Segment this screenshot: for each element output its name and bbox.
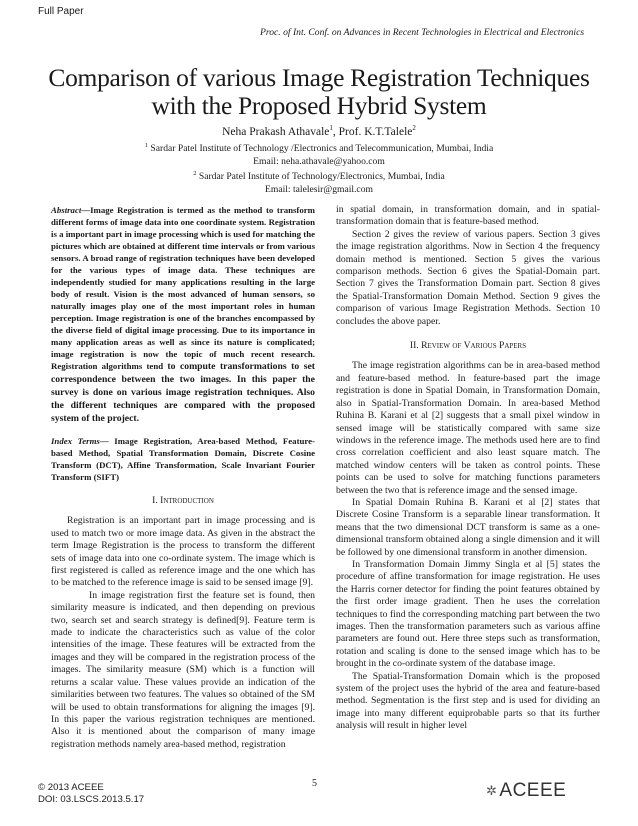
sec1-num: I.: [152, 495, 161, 506]
title-line-2: with the Proposed Hybrid System: [151, 91, 487, 120]
author-2: , Prof. K.T.Talele: [332, 125, 413, 138]
sec1-title: Introduction: [160, 495, 214, 506]
review-paragraph-2: In Spatial Domain Ruhina B. Karani et al [2] states that Discrete Cosine Transform is a separable linear transformation. It means that the two dimensional DCT transform is same as a one-dimensional transform obtained along a single dimension and it will be followed by one dimensional transform in another dimension.: [336, 496, 600, 558]
author-2-sup: 2: [412, 124, 416, 132]
publisher-logo: [486, 780, 566, 802]
review-paragraph-4: The Spatial-Transformation Domain which is the proposed system of the project uses the hybrid of the area and feature-based method. Segmentation is the first step and is used for dividing an image into many different equiprobable parts so that its further analysis will result in higher level: [336, 670, 600, 732]
paper-title: [30, 64, 608, 120]
intro-paragraph-2: In image registration first the feature set is found, then similarity measure is indicated, and then depending on previous two, search set and search strategy is defined[9]. Feature term is made to indicate the characteristics such as value of the color intensities of the image. These features will be extracted from the images and they will be compared in the registration process of the images. The similarity measure (SM) which is a function will returns a scalar value. These values provide an indication of the similarities between two features. The values so obtained of the SM will be used to obtain transformations for aligning the images [9]. In this paper the various registration techniques are mentioned. Also it is mentioned about the comparison of many image registration methods namely area-based method, registration: [51, 589, 315, 750]
section-heading-review: [336, 340, 600, 352]
affiliation-1: [30, 140, 608, 156]
review-paragraph-3: In Transformation Domain Jimmy Singla et al [5] states the procedure of affine transformation for image registration. He uses the Harris corner detector for finding the point features obtained by the first order image gradient. Then he uses the correlation techniques to find the corresponding matching part between the two images. Then the transformation parameters such as various affine parameters are found out. Here three steps such as transformation, rotation and scaling is done to the sensed image which has to be brought in the co-ordinate system of the database image.: [336, 558, 600, 670]
sec2-title: Review of Various Papers: [421, 340, 527, 352]
abstract: [51, 204, 315, 425]
footer-info: [38, 782, 144, 806]
logo-star-icon: ✲: [486, 783, 498, 798]
right-column: [336, 204, 600, 733]
right-paragraph-1: Section 2 gives the review of various papers. Section 3 gives the image registration algorithms. Now in Section 4 the frequency domain method is mentioned. Section 5 gives the various comparison methods. Section 6 gives the Spatial-Domain part. Section 7 gives the Transformation Domain part. Section 8 gives the Spatial-Transformation Domain Method. Section 9 gives the comparison of various Image Registration Methods. Section 10 concludes the above paper.: [336, 228, 600, 327]
sec2-num: II.: [409, 340, 422, 352]
section-heading-introduction: [51, 495, 315, 507]
index-terms: [51, 435, 315, 483]
authors: [30, 124, 608, 138]
affiliations: [30, 140, 608, 196]
conference-header: Proc. of Int. Conf. on Advances in Recent Technologies in Electrical and Electronics: [260, 27, 585, 38]
right-paragraph-0: in spatial domain, in transformation domain, and in spatial-transformation domain that is feature-based method.: [336, 204, 600, 228]
running-header-label: Full Paper: [38, 6, 84, 17]
affiliation-2: [30, 168, 608, 184]
email-1: Email: neha.athavale@yahoo.com: [253, 155, 385, 167]
email-2: Email: talelesir@gmail.com: [265, 183, 373, 195]
doi: DOI: 03.LSCS.2013.5.17: [38, 794, 145, 805]
index-terms-text: — Image Registration, Area-based Method, Feature-based Method, Spatial Transformation Domain, Discrete Cosine Transform (DCT), Affine Transformation, Scale Invariant Fourier Transform (SIFT): [51, 436, 315, 482]
affil-2-sup: 2: [193, 170, 197, 178]
abstract-text: —Image Registration is termed as the method to transform different forms of image data into one coordinate system. Registration is a important part in image processing which is used for matching the pictures which are obtained at different time intervals or from various sensors. A broad range of registration techniques have been developed for the various types of image data. These techniques are independently studied for many applications resulting in the large body of result. Vision is the most advanced of human sensors, so naturally images play one of the most important roles in human perception. Image registration is one of the branches encompassed by the diverse field of digital image processing. Due to its importance in many application areas as well as since its nature is complicated; image registration is now the topic of much recent research. Registration algorithms tend: [51, 205, 315, 371]
author-1-sup: 1: [329, 124, 333, 132]
intro-paragraph-1: Registration is an important part in image processing and is used to match two or more image data. As given in the abstract the term Image Registration is the process to transform the different sets of image data into one co-ordinate system. The image which is first registered is called as reference image and the one which has to be matched to the reference image is said to be sensed image [9].: [51, 515, 315, 589]
logo-text: ACEEE: [499, 780, 567, 801]
affil-2-text: Sardar Patel Institute of Technology/Electronics, Mumbai, India: [196, 171, 445, 183]
abstract-tail: to compute transformations to set correspondence between the two images. In this paper the survey is done on various image registration techniques. Also the different techniques are compared with the proposed system of the project.: [51, 361, 315, 424]
title-line-1: Comparison of various Image Registration Techniques: [48, 63, 590, 92]
review-paragraph-1: The image registration algorithms can be in area-based method and feature-based method. In feature-based part the image registration is done in Spatial Domain, in Transformation Domain, also in Spatial-Transformation Domain. In area-based Method Ruhina B. Karani et al [2] suggests that a small pixel window in sensed image will be statistically compared with same size windows in the reference image. The methods used here are to find cross correlation coefficient and also least square match. The matched window centers will be taken as control points. These points can be used to solve for matching functions parameters between the two that is reference image and the sensed image.: [336, 360, 600, 496]
author-1: Neha Prakash Athavale: [222, 125, 330, 138]
copyright: © 2013 ACEEE: [38, 782, 104, 793]
affil-1-sup: 1: [144, 142, 149, 149]
index-terms-label: Index Terms: [51, 436, 100, 446]
left-column: [51, 204, 315, 751]
affil-1-text: Sardar Patel Institute of Technology /Electronics and Telecommunication, Mumbai, India: [148, 143, 494, 155]
page-number: 5: [312, 778, 317, 789]
abstract-label: Abstract: [51, 205, 82, 215]
